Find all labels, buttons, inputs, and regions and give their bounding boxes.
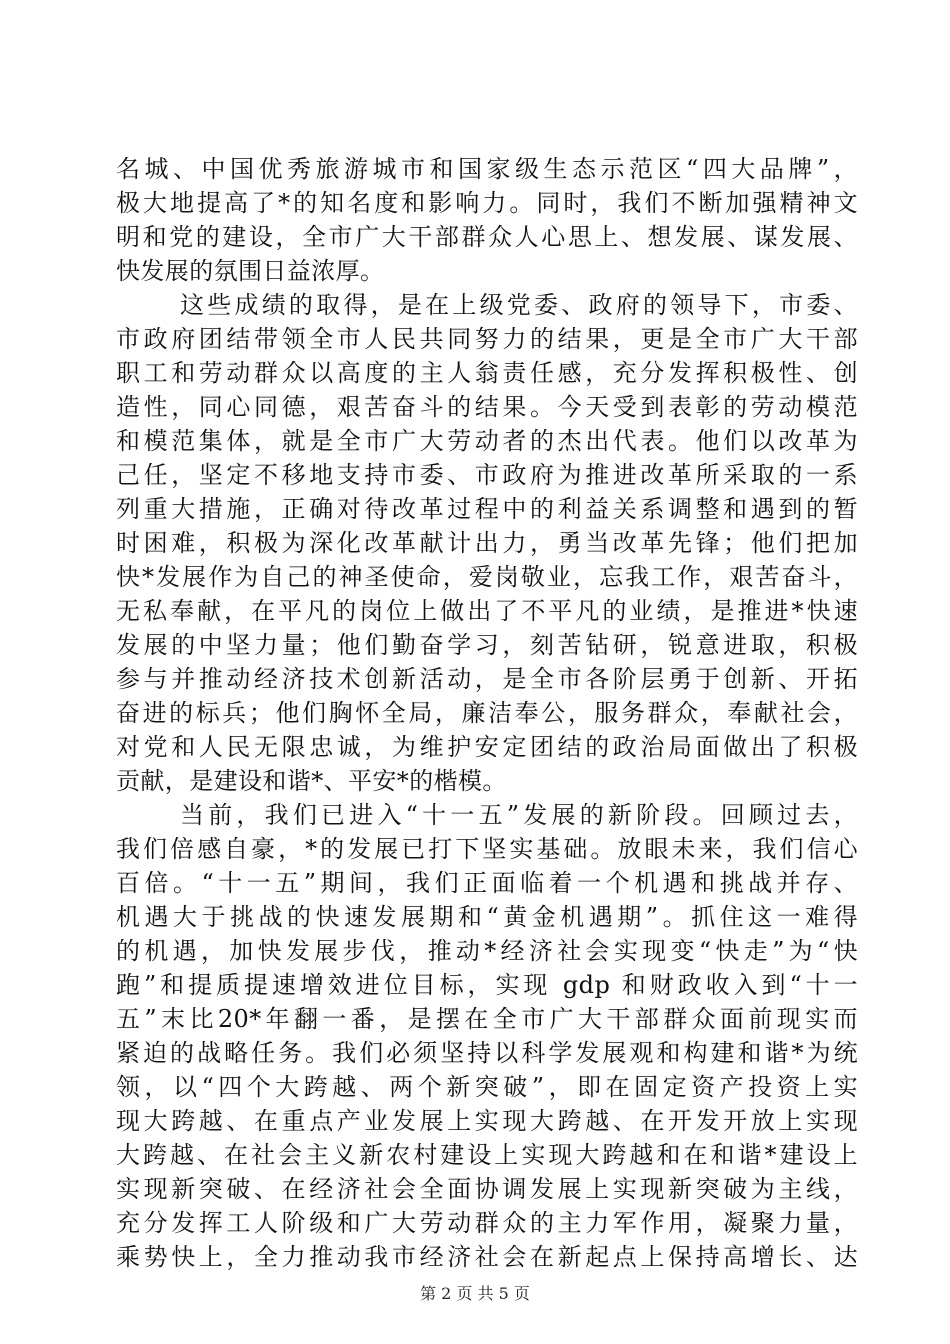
text-line: 对党和人民无限忠诚，为维护安定团结的政治局面做出了积极	[116, 733, 858, 761]
text-line: 现大跨越、在重点产业发展上实现大跨越、在开发开放上实现	[116, 1107, 858, 1135]
text-line: 领，以“四个大跨越、两个新突破”，即在固定资产投资上实	[116, 1073, 858, 1101]
text-line: 和模范集体，就是全市广大劳动者的杰出代表。他们以改革为	[116, 427, 858, 455]
text-line: 的机遇，加快发展步伐，推动*经济社会实现变“快走”为“快	[116, 937, 858, 965]
text-line: 造性，同心同德，艰苦奋斗的结果。今天受到表彰的劳动模范	[116, 393, 858, 421]
text-line: 奋进的标兵；他们胸怀全局，廉洁奉公，服务群众，奉献社会，	[116, 699, 858, 727]
text-line: 大跨越、在社会主义新农村建设上实现大跨越和在和谐*建设上	[116, 1141, 858, 1169]
text-line: 己任，坚定不移地支持市委、市政府为推进改革所采取的一系	[116, 461, 858, 489]
text-line: 参与并推动经济技术创新活动，是全市各阶层勇于创新、开拓	[116, 665, 858, 693]
text-line: 快发展的氛围日益浓厚。	[116, 257, 385, 285]
text-line: 职工和劳动群众以高度的主人翁责任感，充分发挥积极性、创	[116, 359, 858, 387]
page-footer	[0, 1284, 950, 1304]
text-line: 名城、中国优秀旅游城市和国家级生态示范区“四大品牌”，	[116, 155, 858, 183]
text-line: 紧迫的战略任务。我们必须坚持以科学发展观和构建和谐*为统	[116, 1039, 858, 1067]
text-line: 贡献，是建设和谐*、平安*的楷模。	[116, 767, 507, 795]
text-line: 列重大措施，正确对待改革过程中的利益关系调整和遇到的暂	[116, 495, 858, 523]
text-line: 明和党的建设，全市广大干部群众人心思上、想发展、谋发展、	[116, 223, 858, 251]
text-line: 百倍。“十一五”期间，我们正面临着一个机遇和挑战并存、	[116, 869, 858, 897]
text-line: 充分发挥工人阶级和广大劳动群众的主力军作用，凝聚力量，	[116, 1209, 858, 1237]
text-line: 极大地提高了*的知名度和影响力。同时，我们不断加强精神文	[116, 189, 858, 217]
text-line: 发展的中坚力量；他们勤奋学习，刻苦钻研，锐意进取，积极	[116, 631, 858, 659]
text-line: 市政府团结带领全市人民共同努力的结果，更是全市广大干部	[116, 325, 858, 353]
text-line: 时困难，积极为深化改革献计出力，勇当改革先锋；他们把加	[116, 529, 858, 557]
text-line: 无私奉献，在平凡的岗位上做出了不平凡的业绩，是推进*快速	[116, 597, 858, 625]
text-line: 快*发展作为自己的神圣使命，爱岗敬业，忘我工作，艰苦奋斗，	[116, 563, 858, 591]
text-line: 跑”和提质提速增效进位目标，实现 gdp 和财政收入到“十一	[116, 971, 858, 999]
text-line: 机遇大于挑战的快速发展期和“黄金机遇期”。抓住这一难得	[116, 903, 858, 931]
text-line: 实现新突破、在经济社会全面协调发展上实现新突破为主线，	[116, 1175, 858, 1203]
text-line: 五”末比20*年翻一番，是摆在全市广大干部群众面前现实而	[116, 1005, 858, 1033]
text-line: 我们倍感自豪，*的发展已打下坚实基础。放眼未来，我们信心	[116, 835, 858, 863]
paragraph-start-line: 当前，我们已进入“十一五”发展的新阶段。回顾过去，	[180, 801, 858, 829]
document-body	[116, 152, 858, 1274]
text-line: 乘势快上，全力推动我市经济社会在新起点上保持高增长、达	[116, 1243, 858, 1271]
page-number: 第 2 页 共 5 页	[420, 1284, 530, 1303]
paragraph-start-line: 这些成绩的取得，是在上级党委、政府的领导下，市委、	[180, 291, 858, 319]
